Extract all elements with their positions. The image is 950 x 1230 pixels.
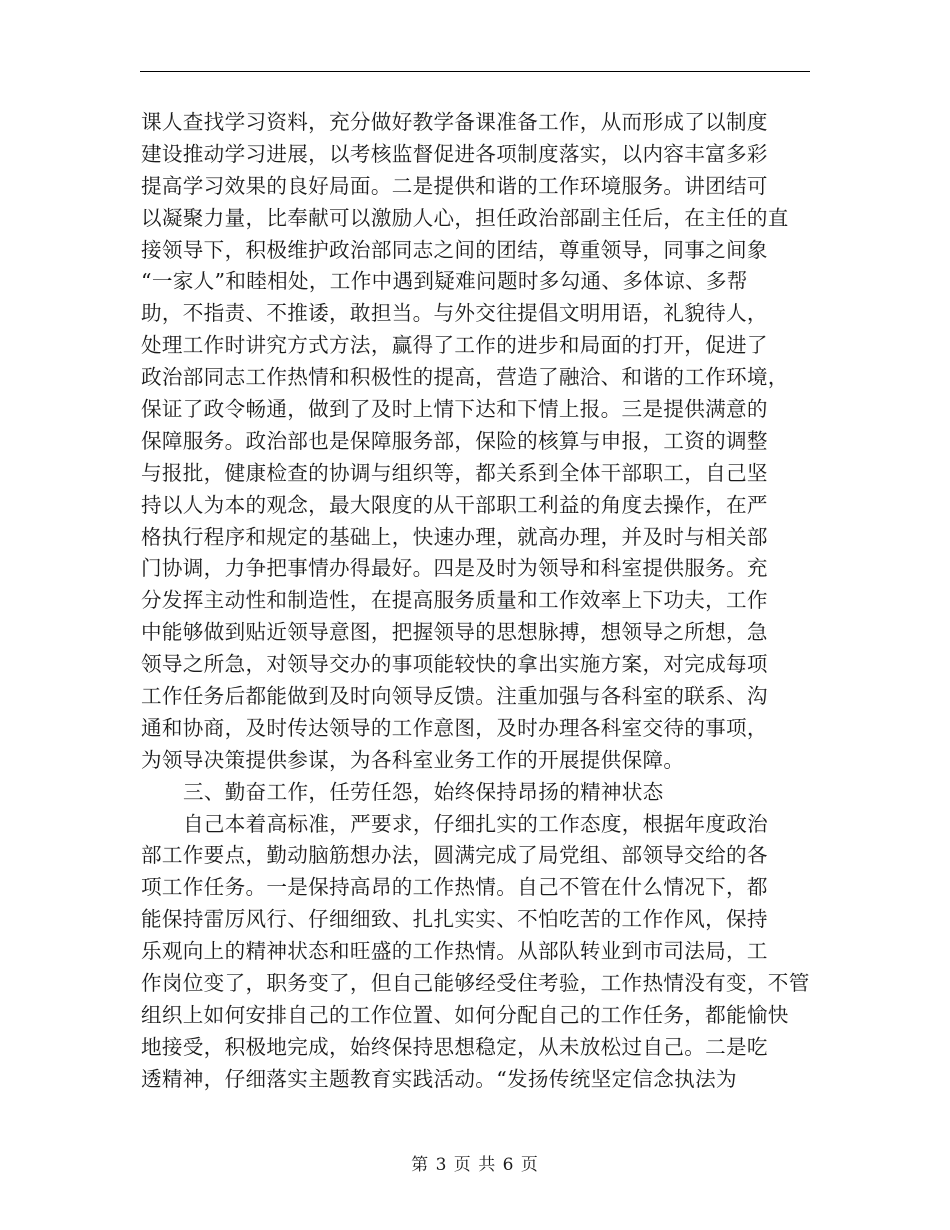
body-line: 保证了政令畅通，做到了及时上情下达和下情上报。三是提供满意的 [141, 397, 768, 422]
paragraph-first-line: 自己本着高标准，严要求，仔细扎实的工作态度，根据年度政治 [183, 811, 769, 836]
body-line: 组织上如何安排自己的工作位置、如何分配自己的工作任务，都能愉快 [141, 1002, 789, 1027]
body-line: 政治部同志工作热情和积极性的提高，营造了融洽、和谐的工作环境， [141, 365, 789, 390]
body-line: 与报批，健康检查的协调与组织等，都关系到全体干部职工，自己坚 [141, 460, 768, 485]
body-line: 通和协商，及时传达领导的工作意图，及时办理各科室交待的事项， [141, 715, 768, 740]
body-line: 门协调，力争把事情办得最好。四是及时为领导和科室提供服务。充 [141, 556, 768, 581]
body-line: 工作任务后都能做到及时向领导反馈。注重加强与各科室的联系、沟 [141, 684, 768, 709]
body-line: 保障服务。政治部也是保障服务部，保险的核算与申报，工资的调整 [141, 428, 768, 453]
body-line: 持以人为本的观念，最大限度的从干部职工利益的角度去操作，在严 [141, 492, 768, 517]
body-line: 乐观向上的精神状态和旺盛的工作热情。从部队转业到市司法局，工 [141, 939, 768, 964]
section-heading: 三、勤奋工作，任劳任怨，始终保持昂扬的精神状态 [183, 779, 664, 804]
body-line: “一家人”和睦相处，工作中遇到疑难问题时多勾通、多体谅、多帮 [141, 269, 748, 294]
header-rule [140, 71, 810, 72]
body-line: 课人查找学习资料，充分做好教学备课准备工作，从而形成了以制度 [141, 110, 768, 134]
body-line: 提高学习效果的良好局面。二是提供和谐的工作环境服务。讲团结可 [141, 173, 768, 198]
page-number-footer: 第 3 页 共 6 页 [411, 1155, 539, 1175]
document-body [141, 107, 821, 1096]
body-line: 为领导决策提供参谋，为各科室业务工作的开展提供保障。 [141, 747, 685, 772]
body-line: 作岗位变了，职务变了，但自己能够经受住考验，工作热情没有变，不管 [141, 971, 810, 996]
body-line: 建设推动学习进展，以考核监督促进各项制度落实，以内容丰富多彩 [141, 141, 768, 166]
body-line: 处理工作时讲究方式方法，赢得了工作的进步和局面的打开，促进了 [141, 333, 768, 358]
body-line: 接领导下，积极维护政治部同志之间的团结，尊重领导，同事之间象 [141, 237, 768, 262]
body-line: 助，不指责、不推诿，敢担当。与外交往提倡文明用语，礼貌待人， [141, 301, 768, 326]
body-line: 项工作任务。一是保持高昂的工作热情。自己不管在什么情况下，都 [141, 875, 768, 900]
body-line: 地接受，积极地完成，始终保持思想稳定，从未放松过自己。二是吃 [141, 1034, 768, 1059]
body-line: 分发挥主动性和制造性，在提高服务质量和工作效率上下功夫，工作 [141, 588, 768, 613]
body-line: 领导之所急，对领导交办的事项能较快的拿出实施方案，对完成每项 [141, 652, 768, 677]
body-line: 能保持雷厉风行、仔细细致、扎扎实实、不怕吃苦的工作作风，保持 [141, 907, 768, 932]
body-line: 以凝聚力量，比奉献可以激励人心，担任政治部副主任后，在主任的直 [141, 205, 789, 230]
body-line: 格执行程序和规定的基础上，快速办理，就高办理，并及时与相关部 [141, 524, 768, 549]
body-line: 部工作要点，勤动脑筋想办法，圆满完成了局党组、部领导交给的各 [141, 843, 768, 868]
body-line: 中能够做到贴近领导意图，把握领导的思想脉搏，想领导之所想，急 [141, 620, 768, 645]
body-line: 透精神，仔细落实主题教育实践活动。“发扬传统坚定信念执法为 [141, 1066, 737, 1091]
